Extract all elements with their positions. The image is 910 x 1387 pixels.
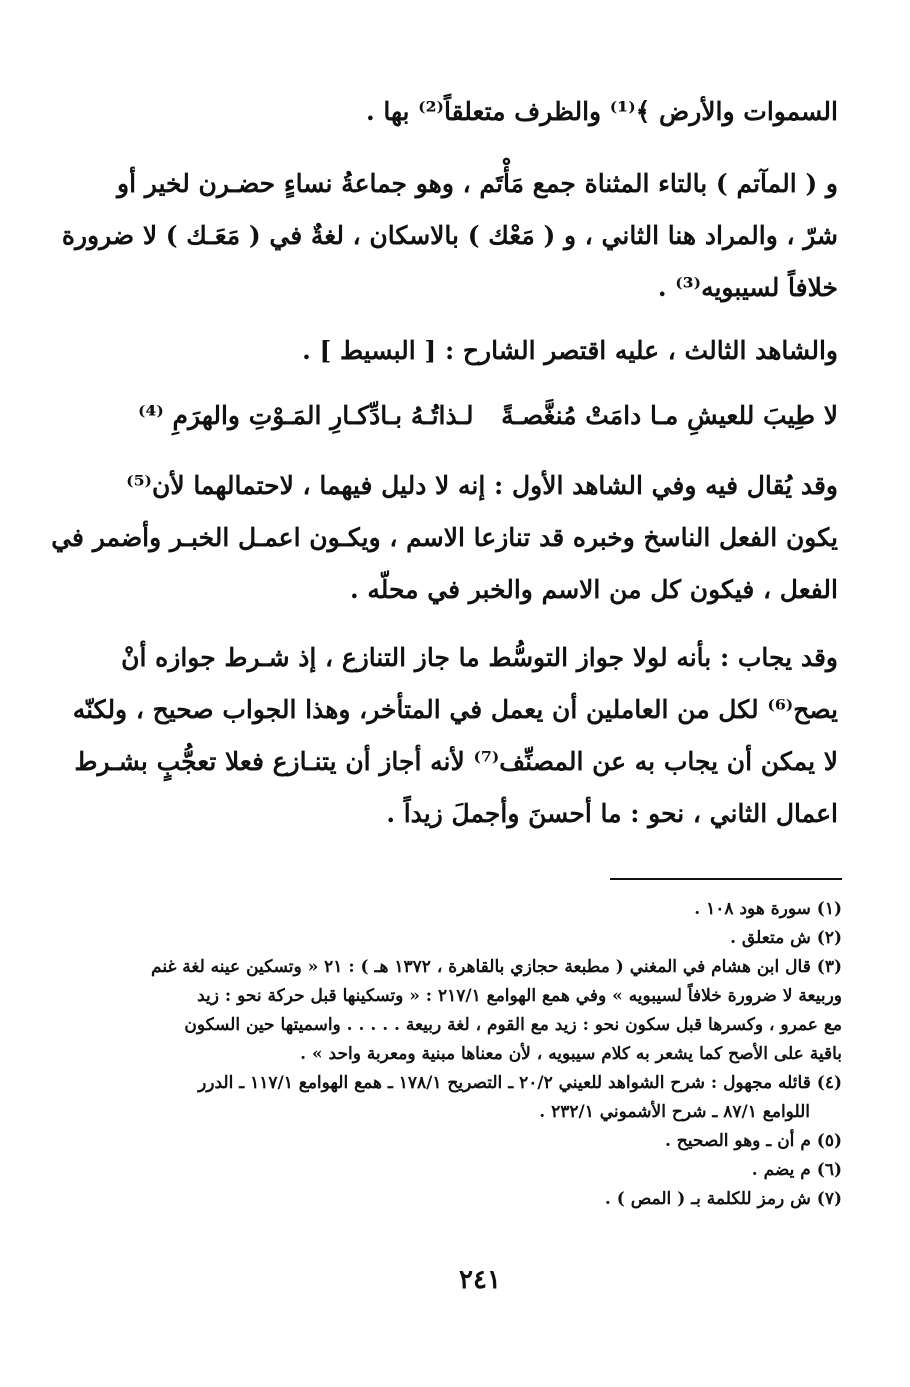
- footnote-4-continuation: اللوامع ٨٧/١ ـ شرح الأشموني ٢٣٢/١ .: [539, 1102, 810, 1122]
- footnote-number: (٥): [816, 1131, 842, 1151]
- text-line: الفعل ، فيكون كل من الاسم والخبر في محلّه .: [349, 575, 838, 604]
- text-line: والشاهد الثالث ، عليه اقتصر الشارح : [ البسيط ] .: [302, 336, 838, 365]
- paragraph-3: [138, 325, 838, 377]
- verse-first-hemistich: لا طِيبَ للعيشِ مـا دامَتْ مُنغَّصـةً: [501, 401, 838, 430]
- footnote-5: [136, 1127, 842, 1156]
- poetry-verse: [138, 390, 838, 442]
- paragraph-4: [51, 460, 838, 616]
- footnote-text: قائله مجهول : شرح الشواهد للعيني ٢٠/٢ ـ التصريح ١٧٨/١ ـ همع الهوامع ١١٧/١ ـ الدرر: [198, 1073, 811, 1093]
- footnote-7: [136, 1185, 842, 1214]
- footnote-number: (٣): [816, 957, 842, 977]
- text-line: لا يمكن أن يجاب به عن المصنِّف⁽⁷⁾ لأنه أجاز أن يتنـازع فعلا تعجُّبٍ بشـرط: [74, 747, 838, 776]
- footnote-text: م أن ـ وهو الصحيح .: [664, 1131, 811, 1151]
- footnote-text: سورة هود ١٠٨ .: [694, 899, 811, 919]
- footnote-number: (٦): [816, 1160, 842, 1180]
- footnote-text: قال ابن هشام في المغني ( مطبعة حجازي بالقاهرة ، ١٣٧٢ هـ ) : ٢١ « وتسكين عينه لغة غنم: [151, 957, 811, 977]
- text-line: وقد يجاب : بأنه لولا جواز التوسُّط ما جاز التنازع ، إذ شـرط جوازه أنْ: [121, 643, 838, 672]
- text-line: يصح⁽⁶⁾ لكل من العاملين أن يعمل في المتأخر، وهذا الجواب صحيح ، ولكنّه: [72, 695, 838, 724]
- footnote-3-continuation: وربيعة لا ضرورة خلافاً لسيبويه » وفي همع الهوامع ٢١٧/١ : « وتسكينها قبل حركة نحو : زيد: [197, 986, 842, 1006]
- verse-second-hemistich: لـذاتُـهُ بـادِّكـارِ المَـوْتِ والهرَمِ ⁽⁴⁾: [138, 401, 474, 430]
- text-line: و ( المآتم ) بالتاء المثناة جمع مَأْتَم ، وهو جماعةُ نساءٍ حضـرن لخير أو: [117, 169, 838, 198]
- footnote-3-continuation: مع عمرو ، وكسرها قبل سكون نحو : زيد مع القوم ، لغة ربيعة . . . . . واسميتها حين السكون: [184, 1015, 842, 1035]
- footnote-2: [136, 924, 842, 953]
- footnote-number: (١): [816, 899, 842, 919]
- text-line: وقد يُقال فيه وفي الشاهد الأول : إنه لا دليل فيهما ، لاحتمالهما لأن⁽⁵⁾: [126, 471, 838, 500]
- footnote-3: [136, 953, 842, 982]
- footnote-number: (٢): [816, 928, 842, 948]
- footnote-number: (٧): [816, 1189, 842, 1209]
- footnotes: [136, 895, 842, 1214]
- footnote-4: [136, 1069, 842, 1098]
- footnote-6: [136, 1156, 842, 1185]
- text-line: خلافاً لسيبويه⁽³⁾ .: [657, 273, 838, 302]
- footnote-text: م يضم .: [751, 1160, 811, 1180]
- text-line: السموات والأرض ﴾⁽¹⁾ والظرف متعلقاً⁽²⁾ بها .: [365, 97, 838, 126]
- text-line: اعمال الثاني ، نحو : ما أحسنَ وأجملَ زيداً .: [386, 799, 838, 828]
- paragraph-5: [72, 632, 838, 840]
- text-line: شرّ ، والمراد هنا الثاني ، و ( مَعْك ) بالاسكان ، لغةٌ في ( مَعَـك ) لا ضرورة: [61, 221, 838, 250]
- page-number: ٢٤١: [459, 1265, 501, 1295]
- footnote-1: [136, 895, 842, 924]
- footnote-3-continuation: باقية على الأصح كما يشعر به كلام سيبويه ، لأن معناها مبنية ومعربة واحد » .: [300, 1044, 842, 1064]
- footnote-separator: [610, 878, 842, 880]
- footnote-text: ش رمز للكلمة بـ ( المص ) .: [604, 1189, 811, 1209]
- footnote-number: (٤): [816, 1073, 842, 1093]
- paragraph-1: [138, 86, 838, 138]
- text-line: يكون الفعل الناسخ وخبره قد تنازعا الاسم ، ويكـون اعمـل الخبـر وأضمر في: [51, 523, 838, 552]
- footnote-text: ش متعلق .: [730, 928, 811, 948]
- paragraph-2: [61, 158, 838, 314]
